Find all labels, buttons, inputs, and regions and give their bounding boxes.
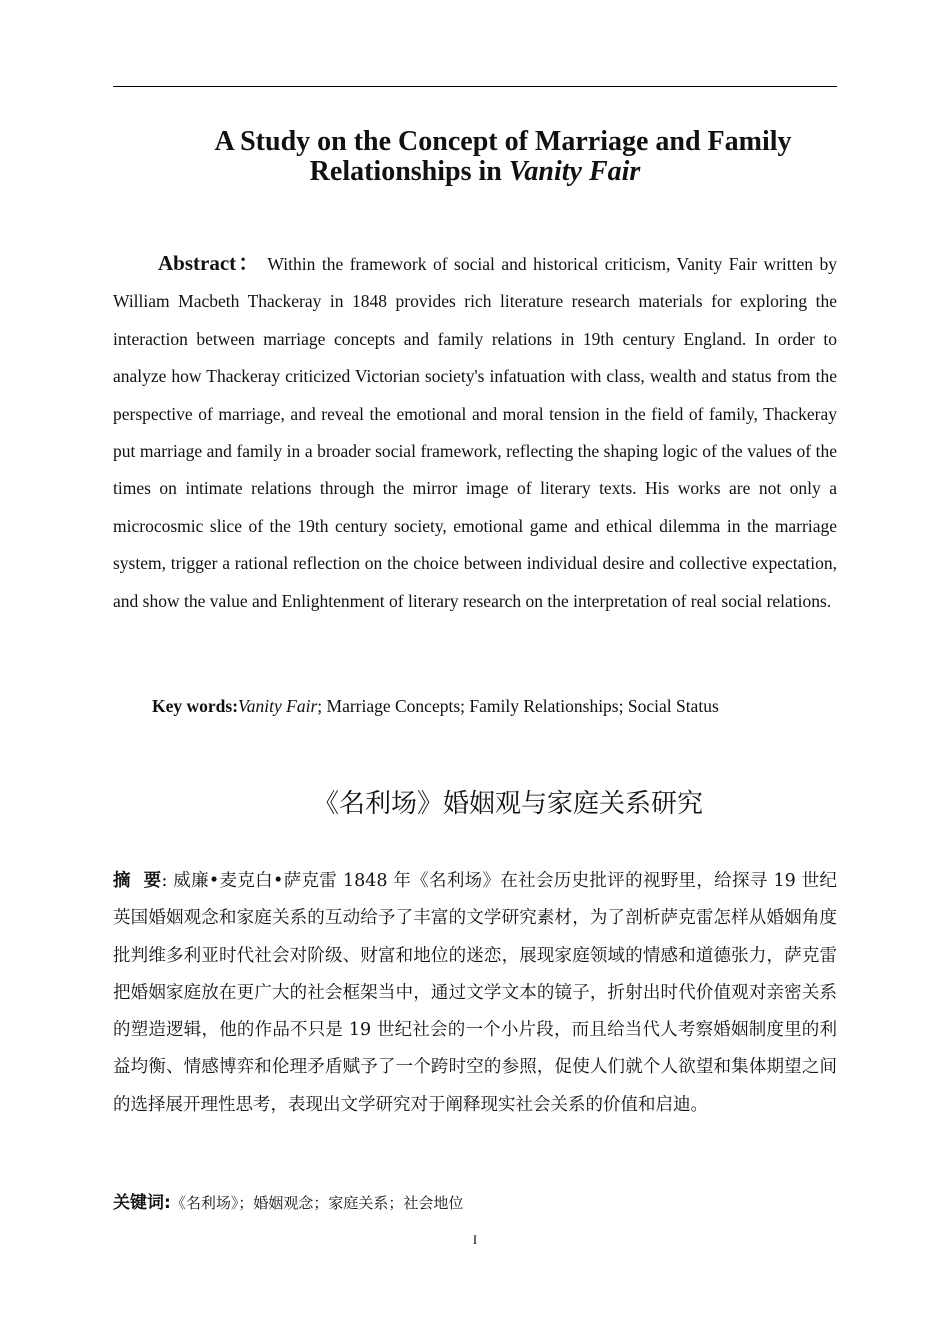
header-rule [113,86,837,87]
english-title-line2 [113,157,837,187]
keywords-label: Key words: [152,696,239,716]
chinese-keywords-text: 《名利场》；婚姻观念；家庭关系；社会地位 [170,1194,464,1212]
english-abstract [113,245,837,620]
abstract-colon: ： [236,251,262,275]
page-number: I [472,1232,478,1247]
abstract-text: Within the framework of social and historical criticism, Vanity Fair written by William Macbeth Thackeray in 1848 provides rich literature research materials for exploring the interaction between marriage concepts and family relations in 19th century England. In order to analyze how Thackeray criticized Victorian society's infatuation with class, wealth and status from the perspective of marriage, and reveal the emotional and moral tension in the field of family, Thackeray put marriage and family in a broader social framework, reflecting the shaping logic of the values of the times on intimate relations through the mirror image of literary texts. His works are not only a microcosmic slice of the 19th century society, emotional game and ethical dilemma in the marriage system, trigger a rational reflection on the choice between individual desire and collective expectation, and show the value and Enlightenment of literary research on the interpretation of real social relations. [113,254,838,611]
english-title-line1: A Study on the Concept of Marriage and Family [214,126,792,157]
chinese-title: 《名利场》婚姻观与家庭关系研究 [312,789,703,819]
chinese-abstract-text: 威廉•麦克白•萨克雷 1848 年《名利场》在社会历史批评的视野里，给探寻 19 世纪英国婚姻观念和家庭关系的互动给予了丰富的文学研究素材，为了剖析萨克雷怎样从婚姻角度批判维多利亚时代社会对阶级、财富和地位的迷恋，展现家庭领域的情感和道德张力，萨克雷把婚姻家庭放在更广大的社会框架当中，通过文学文本的镜子，折射出时代价值观对亲密关系的塑造逻辑，他的作品不只是 19 世纪社会的一个小片段，而且给当代人考察婚姻制度里的利益均衡、情感博弈和伦理矛盾赋予了一个跨时空的参照，促使人们就个人欲望和集体期望之间的选择展开理性思考，表现出文学研究对于阐释现实社会关系的价值和启迪。 [113,871,837,1115]
chinese-keywords [113,1191,837,1215]
chinese-abstract-label: 摘 要 [113,871,162,891]
keyword-vanity-fair: Vanity Fair [238,696,318,716]
keywords-rest: ; Marriage Concepts; Family Relationships; Social Status [317,696,719,716]
english-title-book-name: Vanity Fair [508,156,641,187]
chinese-abstract-colon: : [161,871,174,891]
chinese-abstract [113,863,837,1124]
abstract-label: Abstract [158,251,237,275]
english-keywords [152,694,842,718]
english-title-line2-prefix: Relationships in [309,156,509,187]
english-title [113,127,837,187]
chinese-keywords-label: 关键词: [113,1193,171,1213]
